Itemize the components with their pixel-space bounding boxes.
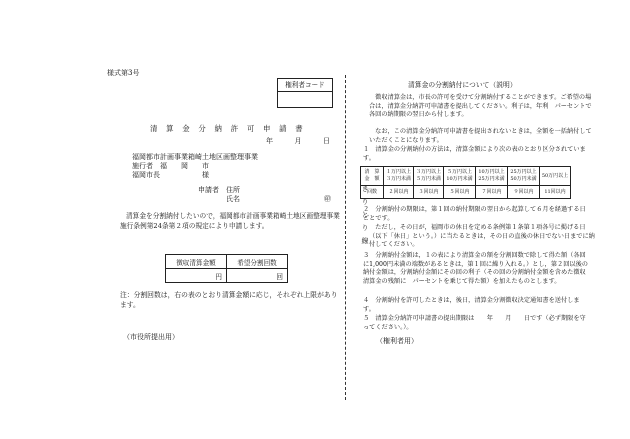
document-title: 清 算 金 分 納 許 可 申 請 書 xyxy=(150,124,306,133)
pay-table-count: ７回以内 xyxy=(476,186,508,199)
cut-line-label: きりとり線 xyxy=(361,185,369,250)
mayor-line: 福岡市長 様 xyxy=(132,171,209,179)
pay-table-count: ５回以内 xyxy=(444,186,476,199)
executor-line: 施行者 福 岡 市 xyxy=(132,162,209,170)
applicant-name-line: 氏名 ㊞ xyxy=(198,195,331,203)
pay-table-count: ９回以内 xyxy=(508,186,540,199)
pay-table-range: １万円以上 ３万円未満 xyxy=(384,167,414,186)
pay-table-range: 10万円以上 25万円未満 xyxy=(476,167,508,186)
explanation-intro-1: 徴収清算金は，市長の許可を受けて分割納付することができます。ご希望の場合は，清算金分納許可申請書を提出してください。利子は，年利 パーセントで各回の納期限の翌日から付します。 xyxy=(369,94,592,119)
installment-limit-table xyxy=(360,166,571,199)
application-body: 清算金を分割納付したいので，福岡都市計画事業箱崎土地区画整理事業施行条例第24条第２項の規定により申請します。 xyxy=(120,212,340,230)
cut-line xyxy=(345,75,346,400)
pay-table-header-count: 回数 xyxy=(361,186,384,199)
explanation-item-3: ３ 分割納付金額は，１の表により清算金の額を分割回数で除して得た額（各回に1,000円未満の端数があるときは，第１回に繰り入れる。）とし，第２回以後の納付金額は，分割納付金額にその回の利子（その回の分割納付金額を含めた徴収清算金の残額に パーセントを乗じて得た額）を加えたものとします。 xyxy=(363,252,588,285)
city-office-copy-label: （市役所提出用） xyxy=(123,333,179,341)
pay-table-range: ３万円以上 ５万円未満 xyxy=(414,167,444,186)
amount-header: 徴収清算金額 xyxy=(166,255,227,269)
pay-table-range: 50万円以上 xyxy=(540,167,571,186)
applicant-address-line: 申請者 住所 xyxy=(198,186,240,194)
pay-table-count: ２回以内 xyxy=(384,186,414,199)
pay-table-range: 25万円以上 50万円未満 xyxy=(508,167,540,186)
form-number: 様式第3号 xyxy=(107,69,140,77)
pay-table-count: ３回以内 xyxy=(414,186,444,199)
explanation-item-2: ２ 分割納付の期限は，第１回の納付期限の翌日から起算して６月を経過する日ごとです。 xyxy=(363,206,586,222)
applicant-block xyxy=(198,186,331,204)
installment-request-table xyxy=(165,254,288,283)
rights-holder-code-label: 権利者コード xyxy=(278,79,332,92)
explanation-intro-2: なお，この清算金分納許可申請書を提出されないときは，全額を一括納付していただくことになります。 xyxy=(369,128,592,144)
explanation-item-4: ４ 分割納付を許可したときは，後日，清算金分割徴収決定通知書を送付します。 xyxy=(363,297,580,313)
pay-table-count: 11回以内 xyxy=(540,186,571,199)
explanation-item-5: ５ 清算金分納許可申請書の提出期限は 年 月 日です（必ず期限を守ってください。）。 xyxy=(363,315,586,331)
addressee-block xyxy=(132,153,258,180)
count-header: 希望分割回数 xyxy=(227,255,288,269)
rights-holder-code-field[interactable] xyxy=(278,92,332,107)
project-name: 福岡都市計画事業箱崎土地区画整理事業 xyxy=(132,153,258,161)
pay-table-header-amount: 清 算 金 額 xyxy=(361,167,384,186)
application-date: 年 月 日 xyxy=(266,137,333,145)
holder-copy-label: （権利者用） xyxy=(376,337,418,345)
explanation-item-2-proviso: ただし，その日が，福岡市の休日を定める条例第１条第１項各号に掲げる日（以下「休日」という。）に当たるときは，その日の直後の休日でない日までに納付してください。 xyxy=(369,224,595,249)
explanation-item-1: １ 清算金の分割納付の方法は，清算金額により次の表のとおり区分されています。 xyxy=(363,146,586,162)
explanation-title: 清算金の分割納付について（説明） xyxy=(408,81,517,89)
amount-field[interactable]: 円 xyxy=(166,269,227,283)
pay-table-range: ５万円以上 10万円未満 xyxy=(444,167,476,186)
rights-holder-code-box xyxy=(277,78,333,108)
installment-note: 注：分割回数は，右の表のとおり清算金額に応じ，それぞれ上限があります。 xyxy=(120,291,338,309)
count-field[interactable]: 回 xyxy=(227,269,288,283)
